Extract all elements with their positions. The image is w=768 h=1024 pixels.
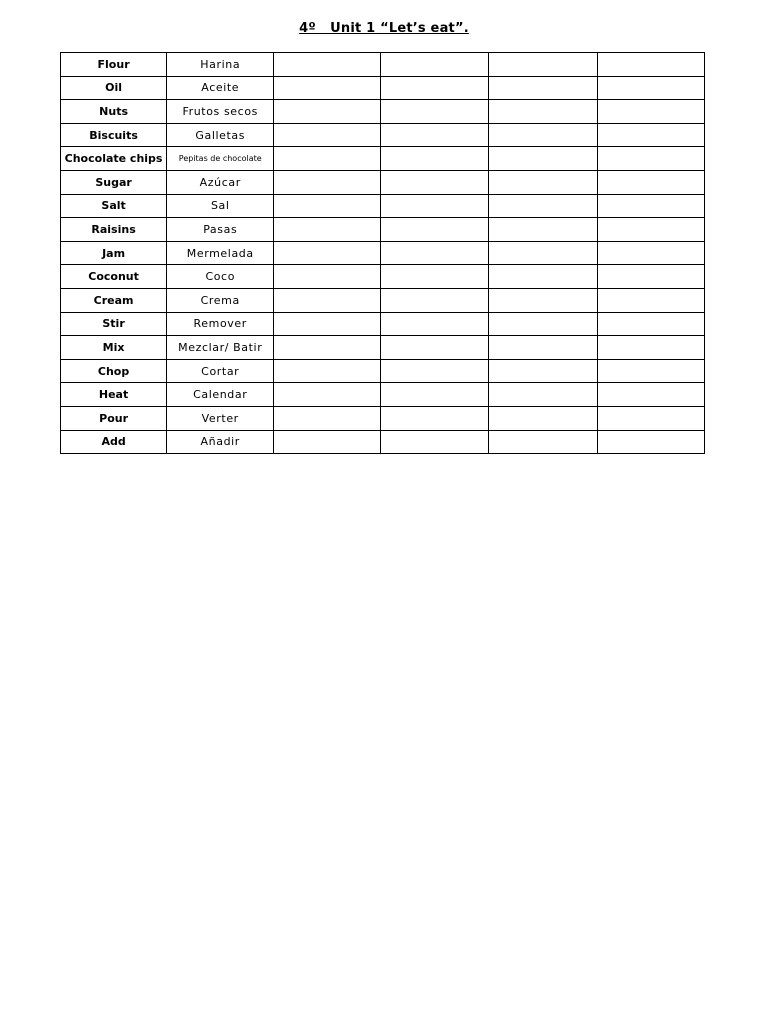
blank-answer-cell	[597, 147, 704, 171]
spanish-translation-cell: Frutos secos	[167, 100, 274, 124]
blank-answer-cell	[488, 76, 597, 100]
english-word-cell: Oil	[61, 76, 167, 100]
table-row	[61, 123, 705, 147]
english-word-cell: Jam	[61, 241, 167, 265]
english-word-cell: Flour	[61, 53, 167, 77]
blank-answer-cell	[597, 241, 704, 265]
blank-answer-cell	[597, 312, 704, 336]
blank-answer-cell	[381, 123, 488, 147]
blank-answer-cell	[274, 170, 381, 194]
spanish-translation-cell: Cortar	[167, 359, 274, 383]
blank-answer-cell	[381, 288, 488, 312]
spanish-translation-cell: Mermelada	[167, 241, 274, 265]
blank-answer-cell	[381, 100, 488, 124]
table-row	[61, 359, 705, 383]
table-row	[61, 265, 705, 289]
table-row	[61, 241, 705, 265]
spanish-translation-cell: Pepitas de chocolate	[167, 147, 274, 171]
table-row	[61, 53, 705, 77]
blank-answer-cell	[597, 100, 704, 124]
blank-answer-cell	[381, 194, 488, 218]
english-word-cell: Coconut	[61, 265, 167, 289]
table-row	[61, 76, 705, 100]
blank-answer-cell	[274, 100, 381, 124]
spanish-translation-cell: Aceite	[167, 76, 274, 100]
table-row	[61, 100, 705, 124]
table-row	[61, 218, 705, 242]
blank-answer-cell	[488, 241, 597, 265]
blank-answer-cell	[597, 76, 704, 100]
vocabulary-table-body	[61, 53, 705, 454]
blank-answer-cell	[488, 383, 597, 407]
blank-answer-cell	[488, 170, 597, 194]
blank-answer-cell	[488, 147, 597, 171]
spanish-translation-cell: Remover	[167, 312, 274, 336]
table-row	[61, 147, 705, 171]
table-row	[61, 194, 705, 218]
blank-answer-cell	[597, 336, 704, 360]
blank-answer-cell	[381, 359, 488, 383]
blank-answer-cell	[381, 147, 488, 171]
spanish-translation-cell: Harina	[167, 53, 274, 77]
spanish-translation-cell: Calendar	[167, 383, 274, 407]
blank-answer-cell	[488, 312, 597, 336]
blank-answer-cell	[381, 336, 488, 360]
english-word-cell: Chop	[61, 359, 167, 383]
blank-answer-cell	[597, 383, 704, 407]
blank-answer-cell	[488, 194, 597, 218]
blank-answer-cell	[597, 218, 704, 242]
spanish-translation-cell: Mezclar/ Batir	[167, 336, 274, 360]
spanish-translation-cell: Coco	[167, 265, 274, 289]
blank-answer-cell	[274, 288, 381, 312]
blank-answer-cell	[274, 218, 381, 242]
blank-answer-cell	[381, 430, 488, 454]
english-word-cell: Mix	[61, 336, 167, 360]
spanish-translation-cell: Añadir	[167, 430, 274, 454]
blank-answer-cell	[381, 265, 488, 289]
blank-answer-cell	[381, 76, 488, 100]
english-word-cell: Chocolate chips	[61, 147, 167, 171]
blank-answer-cell	[381, 170, 488, 194]
blank-answer-cell	[381, 406, 488, 430]
english-word-cell: Raisins	[61, 218, 167, 242]
table-row	[61, 430, 705, 454]
blank-answer-cell	[274, 383, 381, 407]
blank-answer-cell	[488, 336, 597, 360]
english-word-cell: Sugar	[61, 170, 167, 194]
spanish-translation-cell: Azúcar	[167, 170, 274, 194]
document-title: 4º Unit 1 “Let’s eat”.	[299, 21, 469, 36]
blank-answer-cell	[488, 100, 597, 124]
blank-answer-cell	[381, 312, 488, 336]
blank-answer-cell	[488, 430, 597, 454]
blank-answer-cell	[488, 359, 597, 383]
table-row	[61, 336, 705, 360]
blank-answer-cell	[597, 170, 704, 194]
spanish-translation-cell: Galletas	[167, 123, 274, 147]
english-word-cell: Stir	[61, 312, 167, 336]
english-word-cell: Add	[61, 430, 167, 454]
blank-answer-cell	[274, 194, 381, 218]
english-word-cell: Cream	[61, 288, 167, 312]
blank-answer-cell	[488, 265, 597, 289]
english-word-cell: Heat	[61, 383, 167, 407]
spanish-translation-cell: Crema	[167, 288, 274, 312]
blank-answer-cell	[488, 218, 597, 242]
blank-answer-cell	[274, 430, 381, 454]
blank-answer-cell	[597, 194, 704, 218]
blank-answer-cell	[488, 406, 597, 430]
blank-answer-cell	[488, 123, 597, 147]
table-row	[61, 312, 705, 336]
blank-answer-cell	[597, 406, 704, 430]
blank-answer-cell	[274, 147, 381, 171]
blank-answer-cell	[381, 241, 488, 265]
blank-answer-cell	[274, 406, 381, 430]
english-word-cell: Salt	[61, 194, 167, 218]
blank-answer-cell	[488, 53, 597, 77]
spanish-translation-cell: Sal	[167, 194, 274, 218]
blank-answer-cell	[274, 265, 381, 289]
blank-answer-cell	[274, 312, 381, 336]
blank-answer-cell	[274, 359, 381, 383]
blank-answer-cell	[597, 265, 704, 289]
english-word-cell: Pour	[61, 406, 167, 430]
vocabulary-table	[60, 52, 705, 454]
blank-answer-cell	[597, 359, 704, 383]
blank-answer-cell	[597, 123, 704, 147]
spanish-translation-cell: Pasas	[167, 218, 274, 242]
blank-answer-cell	[274, 123, 381, 147]
blank-answer-cell	[381, 383, 488, 407]
table-row	[61, 170, 705, 194]
blank-answer-cell	[381, 218, 488, 242]
english-word-cell: Biscuits	[61, 123, 167, 147]
blank-answer-cell	[597, 288, 704, 312]
blank-answer-cell	[274, 76, 381, 100]
spanish-translation-cell: Verter	[167, 406, 274, 430]
blank-answer-cell	[488, 288, 597, 312]
blank-answer-cell	[597, 53, 704, 77]
blank-answer-cell	[381, 53, 488, 77]
english-word-cell: Nuts	[61, 100, 167, 124]
table-row	[61, 383, 705, 407]
blank-answer-cell	[274, 241, 381, 265]
blank-answer-cell	[274, 336, 381, 360]
table-row	[61, 406, 705, 430]
blank-answer-cell	[597, 430, 704, 454]
table-row	[61, 288, 705, 312]
blank-answer-cell	[274, 53, 381, 77]
